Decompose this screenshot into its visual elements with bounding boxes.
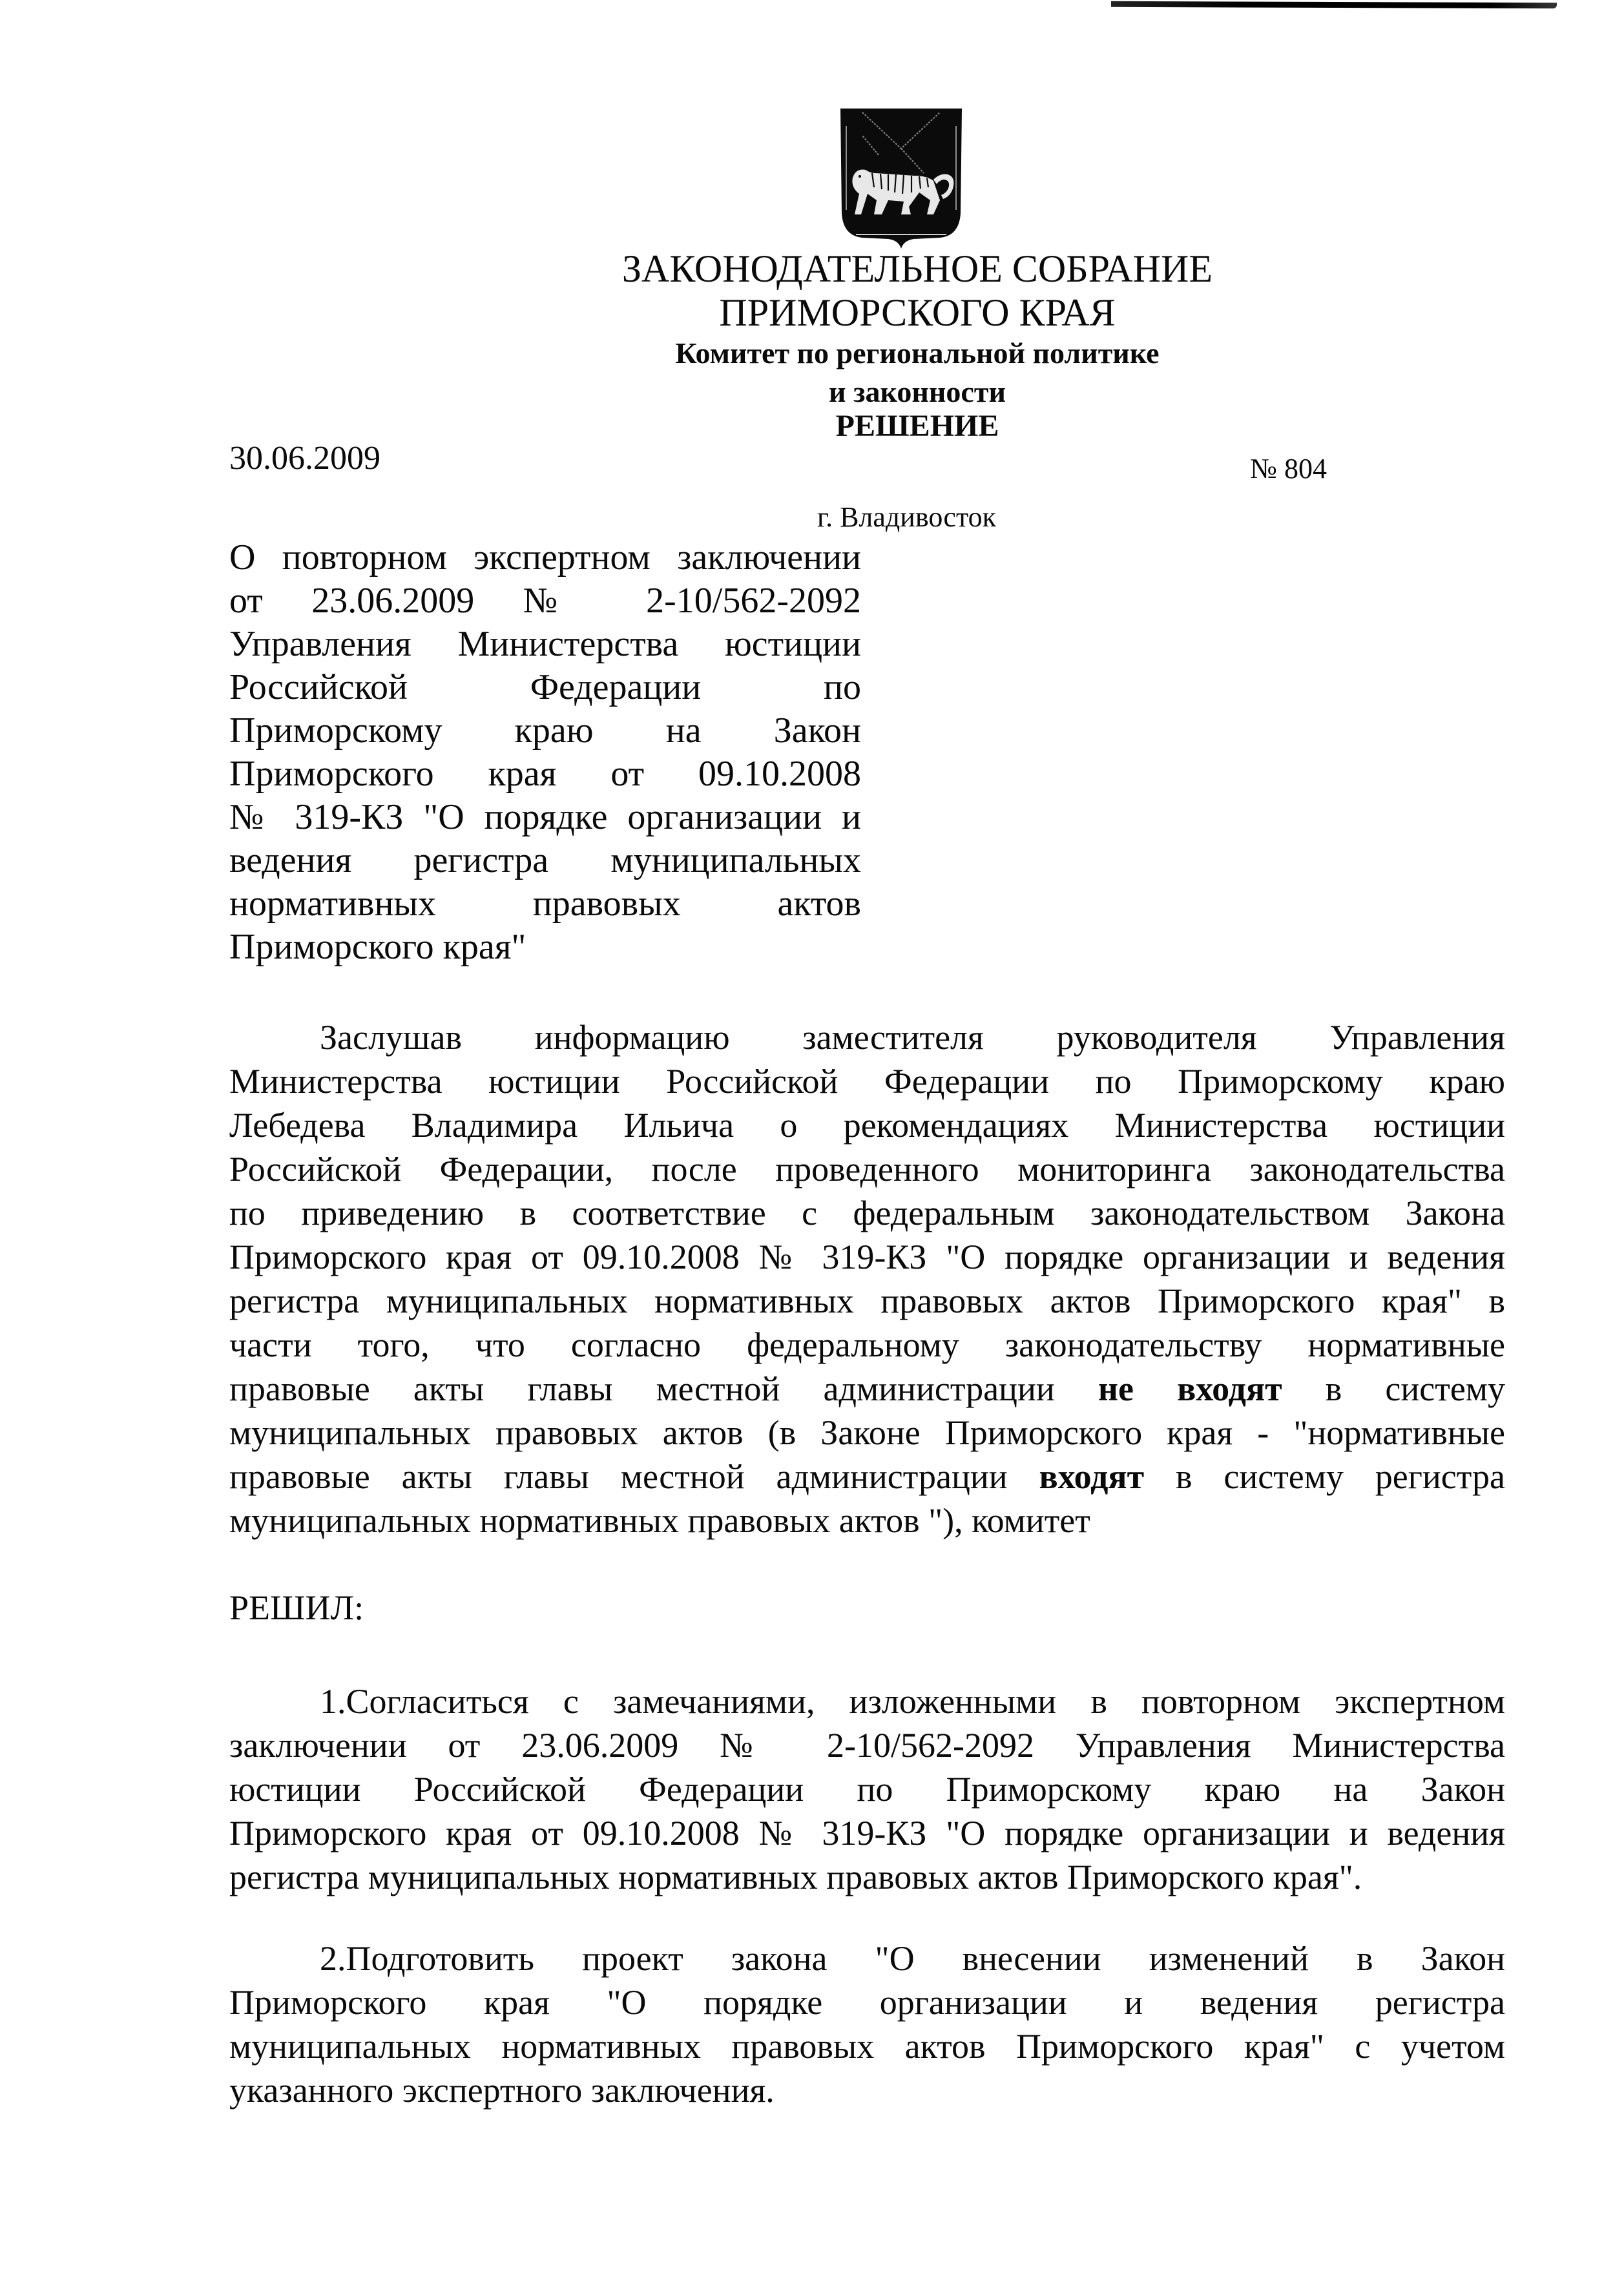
- paragraph-line: муниципальных нормативных правовых актов "), комитет: [229, 1501, 1090, 1540]
- committee-name-line1: Комитет по региональной политике: [675, 337, 1160, 369]
- subject-line: № 319-КЗ "О порядке организации и: [229, 797, 861, 837]
- paragraph-line: регистра муниципальных нормативных правовых актов Приморского края".: [229, 1858, 1362, 1896]
- subject-line: Приморского края от 09.10.2008: [229, 754, 861, 794]
- paragraph-line: Заслушав информацию заместителя руководителя Управления: [320, 1018, 1505, 1057]
- subject-line: от 23.06.2009 № 2-10/562-2092: [229, 581, 861, 621]
- coat-of-arms-icon: [837, 103, 966, 249]
- document-subject: [229, 536, 861, 969]
- subject-line: О повторном экспертном заключении: [229, 537, 861, 577]
- subject-line: нормативных правовых актов: [229, 884, 861, 924]
- paragraph-line: муниципальных правовых актов (в Законе Приморского края - "нормативные: [229, 1413, 1505, 1452]
- resolved-heading: РЕШИЛ:: [229, 1588, 364, 1627]
- text-run: в систему: [1282, 1369, 1505, 1408]
- subject-line: Российской Федерации по: [229, 667, 861, 707]
- paragraph-line: [229, 1367, 1505, 1411]
- paragraph-line: [229, 1455, 1505, 1499]
- paragraph-line: Лебедева Владимира Ильича о рекомендациях Министерства юстиции: [229, 1106, 1505, 1145]
- emphasis-not-included: не входят: [1098, 1369, 1282, 1408]
- paragraph-line: по приведению в соответствие с федеральным законодательством Закона: [229, 1194, 1505, 1232]
- subject-line: Управления Министерства юстиции: [229, 624, 861, 664]
- paragraph-line: регистра муниципальных нормативных правовых актов Приморского края" в: [229, 1282, 1505, 1320]
- emphasis-included: входят: [1039, 1457, 1145, 1496]
- text-run: в систему регистра: [1144, 1457, 1505, 1496]
- subject-line: Приморского края": [229, 927, 526, 967]
- paragraph-line: заключении от 23.06.2009 № 2-10/562-2092 Управления Министерства: [229, 1726, 1505, 1765]
- org-name-line1: ЗАКОНОДАТЕЛЬНОЕ СОБРАНИЕ: [621, 247, 1213, 290]
- paragraph-line: Министерства юстиции Российской Федерации по Приморскому краю: [229, 1062, 1505, 1101]
- committee-name-line2: и законности: [829, 375, 1006, 408]
- document-date: 30.06.2009: [229, 440, 380, 477]
- paragraph-line: указанного экспертного заключения.: [229, 2071, 775, 2110]
- document-number: № 804: [1250, 453, 1327, 484]
- document-type: РЕШЕНИЕ: [835, 409, 999, 443]
- org-name-line2: ПРИМОРСКОГО КРАЯ: [719, 291, 1116, 334]
- subject-line: Приморскому краю на Закон: [229, 711, 861, 751]
- paragraph-line: Приморского края от 09.10.2008 № 319-КЗ "О порядке организации и ведения: [229, 1238, 1505, 1276]
- document-city: г. Владивосток: [817, 501, 996, 533]
- paragraph-line: муниципальных нормативных правовых актов Приморского края" с учетом: [229, 2027, 1505, 2066]
- paragraph-line: Российской Федерации, после проведенного мониторинга законодательства: [229, 1150, 1505, 1188]
- paragraph-line: 2.Подготовить проект закона "О внесении изменений в Закон: [320, 1939, 1505, 1978]
- subject-line: ведения регистра муниципальных: [229, 840, 861, 880]
- text-run: правовые акты главы местной администрации: [229, 1369, 1098, 1408]
- paragraph-line: Приморского края от 09.10.2008 № 319-КЗ "О порядке организации и ведения: [229, 1814, 1505, 1853]
- resolution-item-2: [229, 1936, 1505, 2112]
- scan-artifact-line: [1111, 1, 1557, 8]
- preamble-paragraph: [229, 1015, 1505, 1542]
- resolution-item-1: [229, 1679, 1505, 1899]
- paragraph-line: части того, что согласно федеральному законодательству нормативные: [229, 1325, 1505, 1364]
- text-run: правовые акты главы местной администрации: [229, 1457, 1039, 1496]
- paragraph-line: юстиции Российской Федерации по Приморскому краю на Закон: [229, 1770, 1505, 1809]
- paragraph-line: Приморского края "О порядке организации и ведения регистра: [229, 1983, 1505, 2022]
- paragraph-line: 1.Согласиться с замечаниями, изложенными в повторном экспертном: [320, 1682, 1505, 1721]
